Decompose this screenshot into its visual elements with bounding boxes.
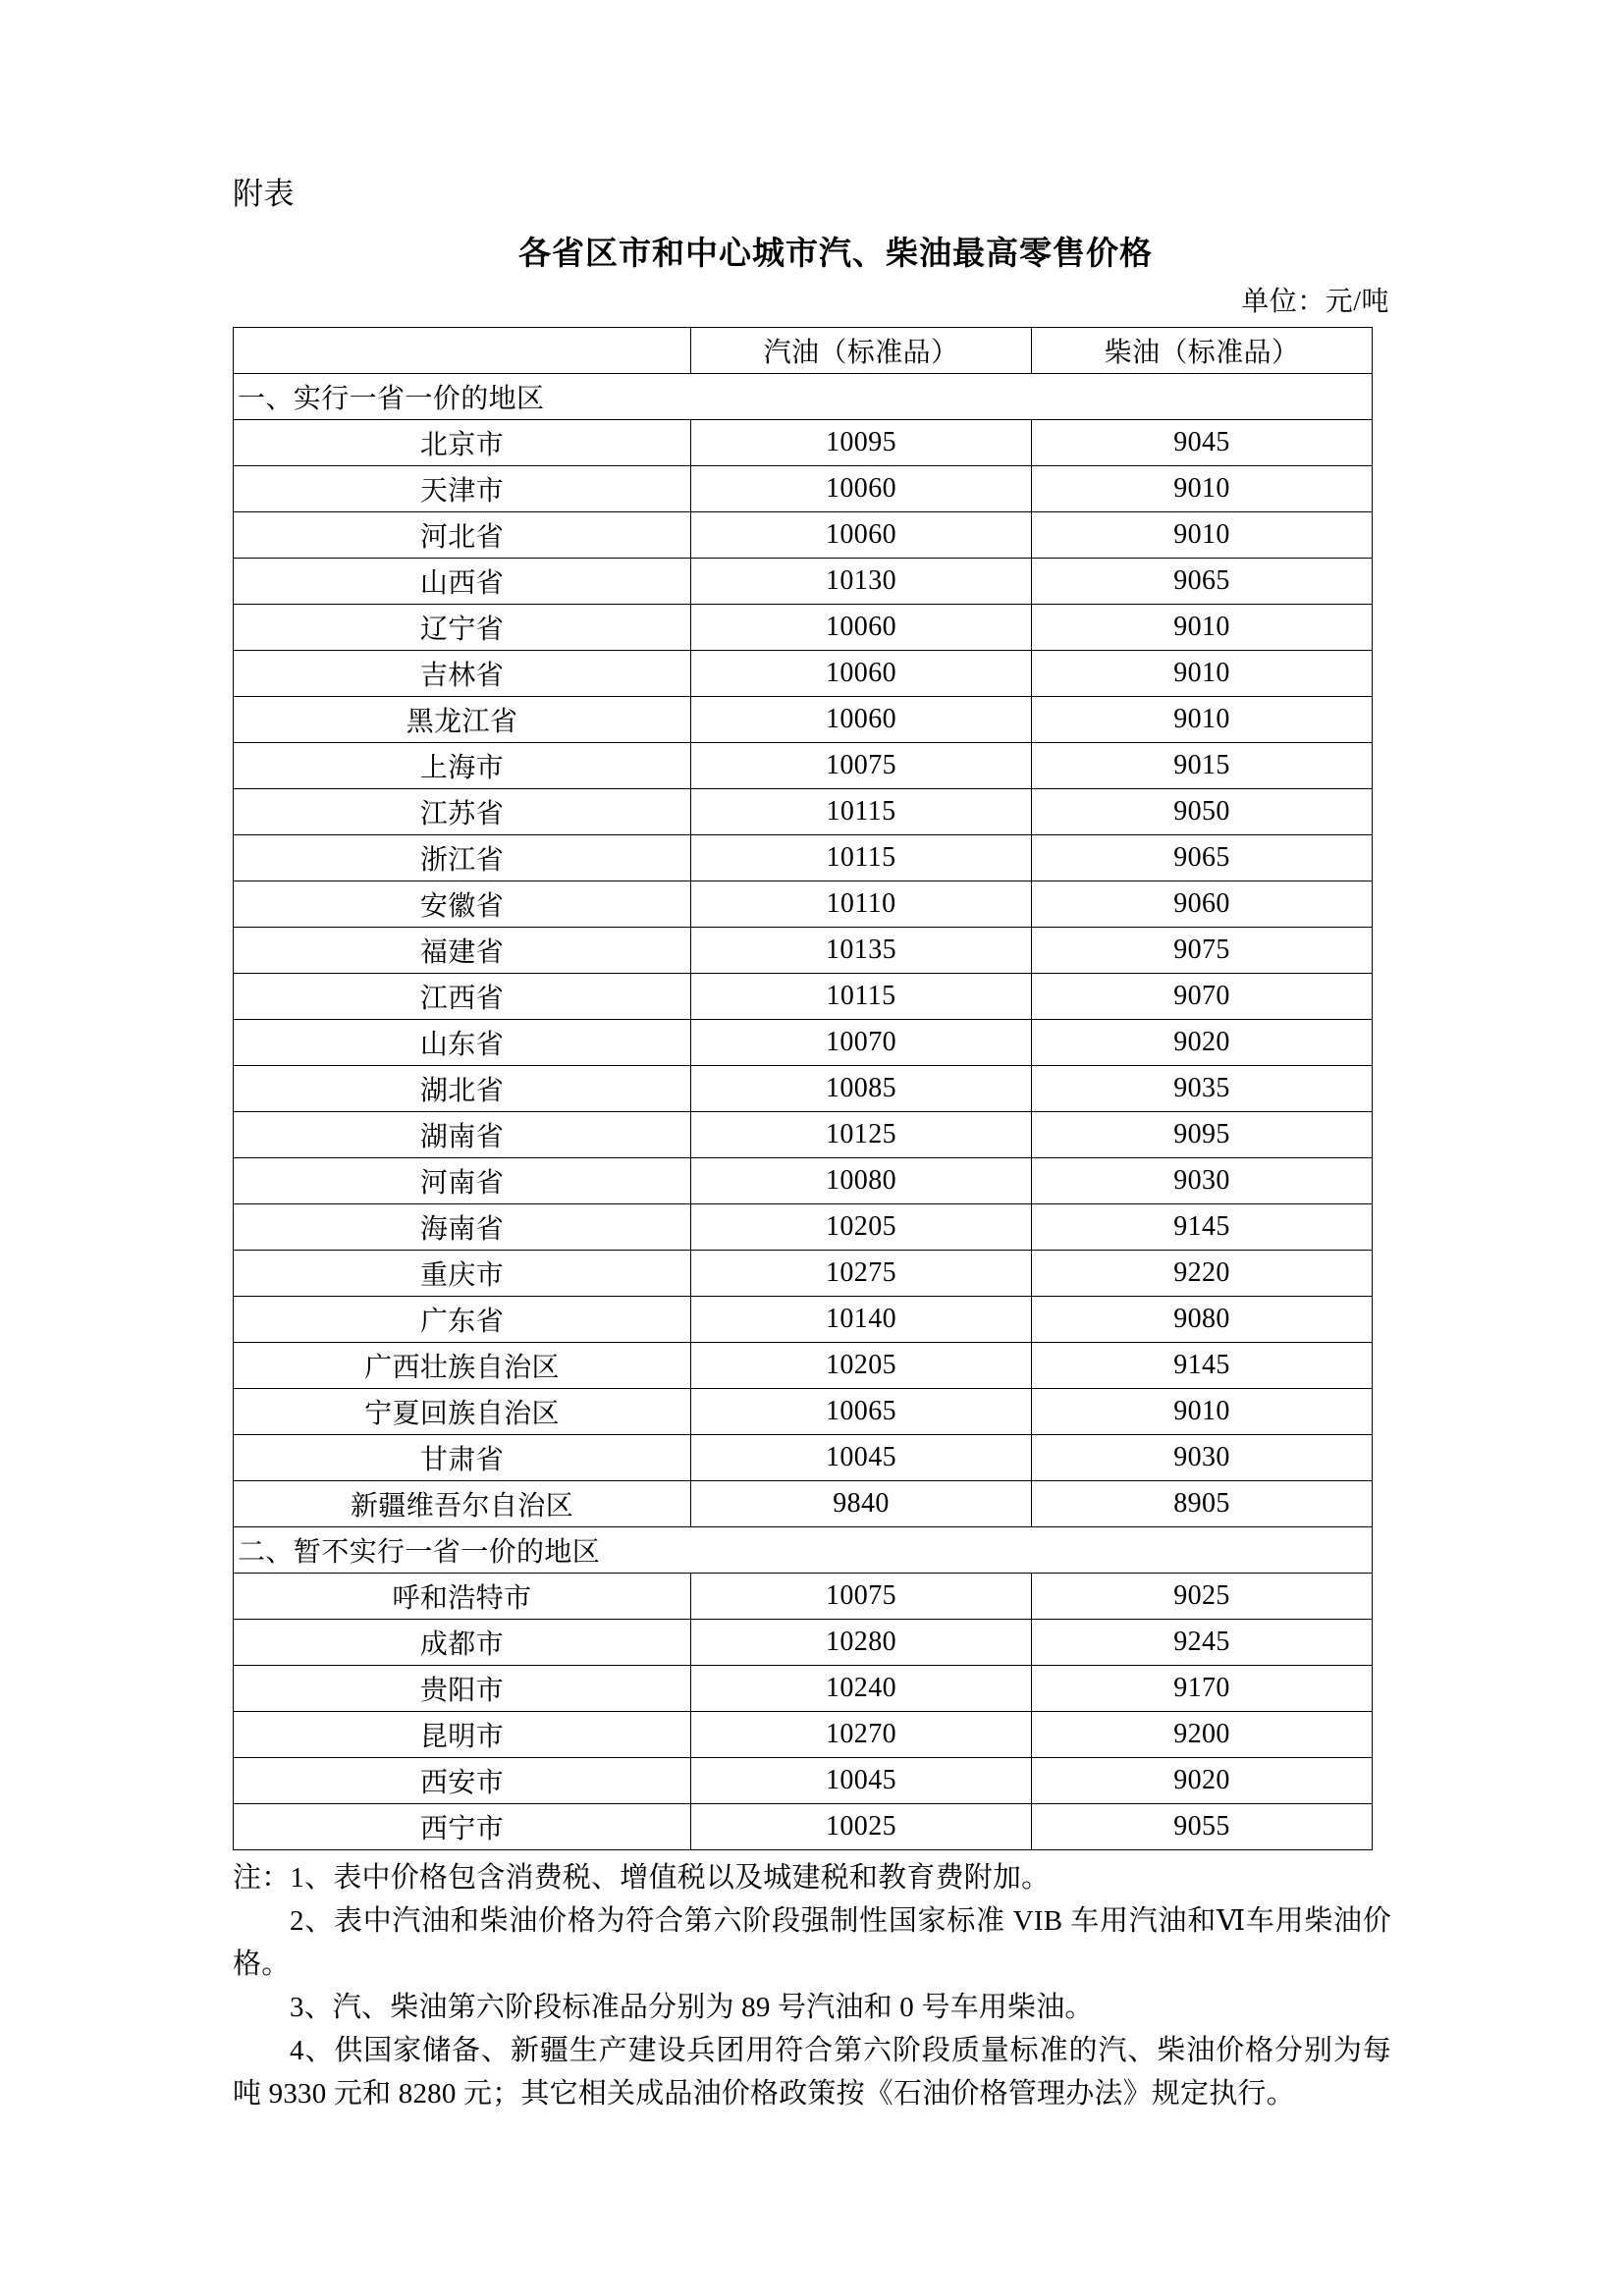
gasoline-price-cell: 10065 — [691, 1388, 1032, 1434]
table-row — [234, 1665, 1373, 1711]
gasoline-price-cell: 10115 — [691, 834, 1032, 881]
table-header-row — [234, 327, 1373, 373]
gasoline-price-cell: 10060 — [691, 465, 1032, 511]
document-content — [233, 172, 1391, 2115]
table-row — [234, 1296, 1373, 1342]
footnote-item: 注：1、表中价格包含消费税、增值税以及城建税和教育费附加。 — [233, 1861, 1051, 1894]
region-name-cell: 广东省 — [234, 1296, 691, 1342]
table-section-heading-row — [234, 1526, 1373, 1573]
gasoline-price-cell: 10085 — [691, 1065, 1032, 1111]
region-name-cell: 新疆维吾尔自治区 — [234, 1480, 691, 1526]
table-row — [234, 1157, 1373, 1203]
diesel-price-cell: 9010 — [1032, 650, 1373, 696]
region-name-cell: 天津市 — [234, 465, 691, 511]
region-name-cell: 宁夏回族自治区 — [234, 1388, 691, 1434]
region-name-cell: 河南省 — [234, 1157, 691, 1203]
region-name-cell: 西宁市 — [234, 1803, 691, 1849]
gasoline-price-cell: 10060 — [691, 604, 1032, 650]
diesel-price-cell: 9035 — [1032, 1065, 1373, 1111]
diesel-price-cell: 9030 — [1032, 1157, 1373, 1203]
region-name-cell: 江苏省 — [234, 788, 691, 834]
table-row — [234, 696, 1373, 742]
column-header-region — [234, 327, 691, 373]
region-name-cell: 吉林省 — [234, 650, 691, 696]
table-section-heading-row — [234, 373, 1373, 419]
region-name-cell: 山东省 — [234, 1019, 691, 1065]
gasoline-price-cell: 10060 — [691, 511, 1032, 558]
table-row — [234, 465, 1373, 511]
table-row — [234, 1250, 1373, 1296]
gasoline-price-cell: 10125 — [691, 1111, 1032, 1157]
attachment-label: 附表 — [233, 177, 295, 211]
table-section-heading: 一、实行一省一价的地区 — [234, 373, 1373, 419]
region-name-cell: 重庆市 — [234, 1250, 691, 1296]
table-row — [234, 1388, 1373, 1434]
region-name-cell: 西安市 — [234, 1757, 691, 1803]
table-row — [234, 1573, 1373, 1619]
region-name-cell: 上海市 — [234, 742, 691, 788]
diesel-price-cell: 9095 — [1032, 1111, 1373, 1157]
table-row — [234, 1757, 1373, 1803]
table-row — [234, 1619, 1373, 1665]
table-row — [234, 1434, 1373, 1480]
diesel-price-cell: 9015 — [1032, 742, 1373, 788]
table-row — [234, 1803, 1373, 1849]
table-row — [234, 558, 1373, 604]
column-header-gasoline: 汽油（标准品） — [691, 327, 1032, 373]
region-name-cell: 辽宁省 — [234, 604, 691, 650]
gasoline-price-cell: 10140 — [691, 1296, 1032, 1342]
gasoline-price-cell: 10025 — [691, 1803, 1032, 1849]
gasoline-price-cell: 10130 — [691, 558, 1032, 604]
region-name-cell: 黑龙江省 — [234, 696, 691, 742]
diesel-price-cell: 9075 — [1032, 927, 1373, 973]
table-row — [234, 973, 1373, 1019]
gasoline-price-cell: 10110 — [691, 881, 1032, 927]
table-row — [234, 1203, 1373, 1250]
diesel-price-cell: 9050 — [1032, 788, 1373, 834]
diesel-price-cell: 9045 — [1032, 419, 1373, 465]
table-row — [234, 604, 1373, 650]
diesel-price-cell: 9080 — [1032, 1296, 1373, 1342]
region-name-cell: 呼和浩特市 — [234, 1573, 691, 1619]
diesel-price-cell: 9025 — [1032, 1573, 1373, 1619]
table-row — [234, 1480, 1373, 1526]
region-name-cell: 贵阳市 — [234, 1665, 691, 1711]
gasoline-price-cell: 10270 — [691, 1711, 1032, 1757]
diesel-price-cell: 9170 — [1032, 1665, 1373, 1711]
region-name-cell: 福建省 — [234, 927, 691, 973]
table-row — [234, 834, 1373, 881]
diesel-price-cell: 9220 — [1032, 1250, 1373, 1296]
diesel-price-cell: 9145 — [1032, 1342, 1373, 1388]
page-title: 各省区市和中心城市汽、柴油最高零售价格 — [518, 236, 1153, 272]
gasoline-price-cell: 10115 — [691, 973, 1032, 1019]
gasoline-price-cell: 10070 — [691, 1019, 1032, 1065]
region-name-cell: 成都市 — [234, 1619, 691, 1665]
diesel-price-cell: 9020 — [1032, 1757, 1373, 1803]
table-row — [234, 419, 1373, 465]
table-row — [234, 650, 1373, 696]
diesel-price-cell: 9030 — [1032, 1434, 1373, 1480]
gasoline-price-cell: 10205 — [691, 1203, 1032, 1250]
table-row — [234, 1019, 1373, 1065]
fuel-price-table — [233, 327, 1373, 1850]
gasoline-price-cell: 10060 — [691, 650, 1032, 696]
column-header-diesel: 柴油（标准品） — [1032, 327, 1373, 373]
table-row — [234, 511, 1373, 558]
unit-note: 单位：元/吨 — [1241, 286, 1389, 317]
gasoline-price-cell: 10045 — [691, 1757, 1032, 1803]
region-name-cell: 昆明市 — [234, 1711, 691, 1757]
diesel-price-cell: 9020 — [1032, 1019, 1373, 1065]
diesel-price-cell: 9055 — [1032, 1803, 1373, 1849]
diesel-price-cell: 9245 — [1032, 1619, 1373, 1665]
gasoline-price-cell: 10135 — [691, 927, 1032, 973]
table-body — [234, 373, 1373, 1849]
gasoline-price-cell: 10060 — [691, 696, 1032, 742]
diesel-price-cell: 9200 — [1032, 1711, 1373, 1757]
region-name-cell: 海南省 — [234, 1203, 691, 1250]
notes-block — [233, 1856, 1391, 2115]
table-row — [234, 742, 1373, 788]
region-name-cell: 甘肃省 — [234, 1434, 691, 1480]
gasoline-price-cell: 10080 — [691, 1157, 1032, 1203]
diesel-price-cell: 9070 — [1032, 973, 1373, 1019]
gasoline-price-cell: 10275 — [691, 1250, 1032, 1296]
diesel-price-cell: 9010 — [1032, 465, 1373, 511]
region-name-cell: 山西省 — [234, 558, 691, 604]
table-row — [234, 1111, 1373, 1157]
gasoline-price-cell: 10075 — [691, 742, 1032, 788]
region-name-cell: 湖南省 — [234, 1111, 691, 1157]
table-row — [234, 881, 1373, 927]
table-row — [234, 1711, 1373, 1757]
diesel-price-cell: 9010 — [1032, 511, 1373, 558]
gasoline-price-cell: 10280 — [691, 1619, 1032, 1665]
footnote-item: 3、汽、柴油第六阶段标准品分别为 89 号汽油和 0 号车用柴油。 — [290, 1991, 1094, 2023]
region-name-cell: 江西省 — [234, 973, 691, 1019]
table-row — [234, 788, 1373, 834]
gasoline-price-cell: 10240 — [691, 1665, 1032, 1711]
diesel-price-cell: 9010 — [1032, 604, 1373, 650]
gasoline-price-cell: 10045 — [691, 1434, 1032, 1480]
diesel-price-cell: 9065 — [1032, 834, 1373, 881]
region-name-cell: 湖北省 — [234, 1065, 691, 1111]
footnote-item: 4、供国家储备、新疆生产建设兵团用符合第六阶段质量标准的汽、柴油价格分别为每吨 9330 元和 8280 元；其它相关成品油价格政策按《石油价格管理办法》规定执行。 — [233, 2034, 1391, 2109]
footnote-item: 2、表中汽油和柴油价格为符合第六阶段强制性国家标准 VIB 车用汽油和Ⅵ车用柴油价格。 — [233, 1904, 1391, 1980]
region-name-cell: 浙江省 — [234, 834, 691, 881]
diesel-price-cell: 9060 — [1032, 881, 1373, 927]
region-name-cell: 北京市 — [234, 419, 691, 465]
gasoline-price-cell: 9840 — [691, 1480, 1032, 1526]
diesel-price-cell: 9065 — [1032, 558, 1373, 604]
diesel-price-cell: 8905 — [1032, 1480, 1373, 1526]
table-row — [234, 1342, 1373, 1388]
table-row — [234, 927, 1373, 973]
diesel-price-cell: 9010 — [1032, 1388, 1373, 1434]
region-name-cell: 安徽省 — [234, 881, 691, 927]
table-row — [234, 1065, 1373, 1111]
region-name-cell: 河北省 — [234, 511, 691, 558]
diesel-price-cell: 9145 — [1032, 1203, 1373, 1250]
region-name-cell: 广西壮族自治区 — [234, 1342, 691, 1388]
table-section-heading: 二、暂不实行一省一价的地区 — [234, 1526, 1373, 1573]
gasoline-price-cell: 10095 — [691, 419, 1032, 465]
gasoline-price-cell: 10075 — [691, 1573, 1032, 1619]
gasoline-price-cell: 10205 — [691, 1342, 1032, 1388]
gasoline-price-cell: 10115 — [691, 788, 1032, 834]
diesel-price-cell: 9010 — [1032, 696, 1373, 742]
